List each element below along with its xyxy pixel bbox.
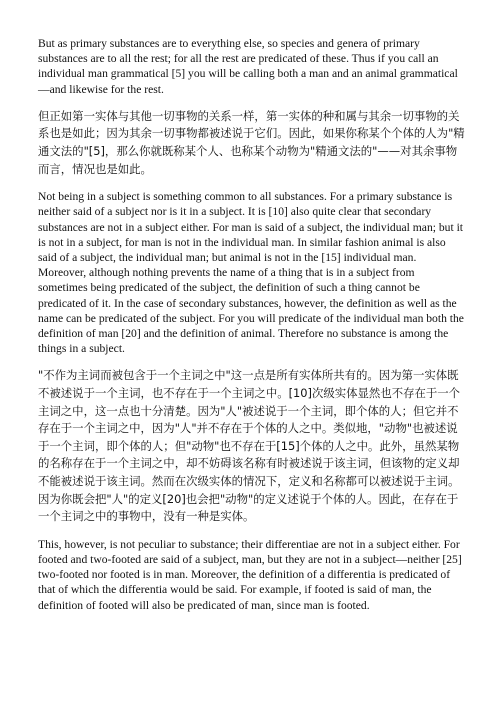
document-page (38, 36, 466, 624)
paragraph-english-1: But as primary substances are to everything else, so species and genera of primary substances are to all the rest; for all the rest are predicated of these. Thus if you call an individual man grammatical [5] you will be calling both a man and an animal grammatical—and likewise for the rest. (38, 37, 458, 96)
paragraph-chinese-1: 但正如第一实体与其他一切事物的关系一样，第一实体的种和属与其余一切事物的关系也是如此；因为其余一切事物都被述说于它们。因此，如果你称某个个体的人为"精通文法的"[5]，那么你就既称某个人、也称某个动物为"精通文法的"——对其余事物而言，情况也是如此。 (38, 108, 465, 176)
paragraph-english-3: This, however, is not peculiar to substance; their differentiae are not in a subject either. For footed and two-footed are said of a subject, man, but they are not in a subject—neither [25] two-footed nor footed is in man. Moreover, the definition of a differentia is predicated of that of which the differentia would be said. For example, if footed is said of man, the definition of footed will also be predicated of man, since man is footed. (38, 537, 462, 612)
paragraph-english-2: Not being in a subject is something common to all substances. For a primary substance is neither said of a subject nor is it in a subject. It is [10] also quite clear that secondary substances are not in a subject either. For man is said of a subject, the individual man; but it is not in a subject, for man is not in the individual man. In similar fashion animal is also said of a subject, the individual man; but animal is not in the [15] individual man. Moreover, although nothing prevents the name of a thing that is in a subject from sometimes being predicated of the subject, the definition of such a thing cannot be predicated of it. In the case of secondary substances, however, the definition as well as the name can be predicated of the subject. For you will predicate of the individual man both the definition of man [20] and the definition of animal. Therefore no substance is among the things in a subject. (38, 190, 464, 356)
paragraph-chinese-2: "不作为主词而被包含于一个主词之中"这一点是所有实体所共有的。因为第一实体既不被述说于一个主词，也不存在于一个主词之中。[10]次级实体显然也不存在于一个主词之中，这一点也十分清楚。因为"人"被述说于一个主词，即个体的人；但它并不存在于一个主词之中，因为"人"并不存在于个体的人之中。类似地，"动物"也被述说于一个主词，即个体的人；但"动物"也不存在于[15]个体的人之中。此外，虽然某物的名称存在于一个主词之中，却不妨碍该名称有时被述说于该主词，但该物的定义却不能被述说于该主词。然而在次级实体的情况下，定义和名称都可以被述说于主词。因为你既会把"人"的定义[20]也会把"动物"的定义述说于个体的人。因此，在存在于一个主词之中的事物中，没有一种是实体。 (38, 368, 461, 524)
